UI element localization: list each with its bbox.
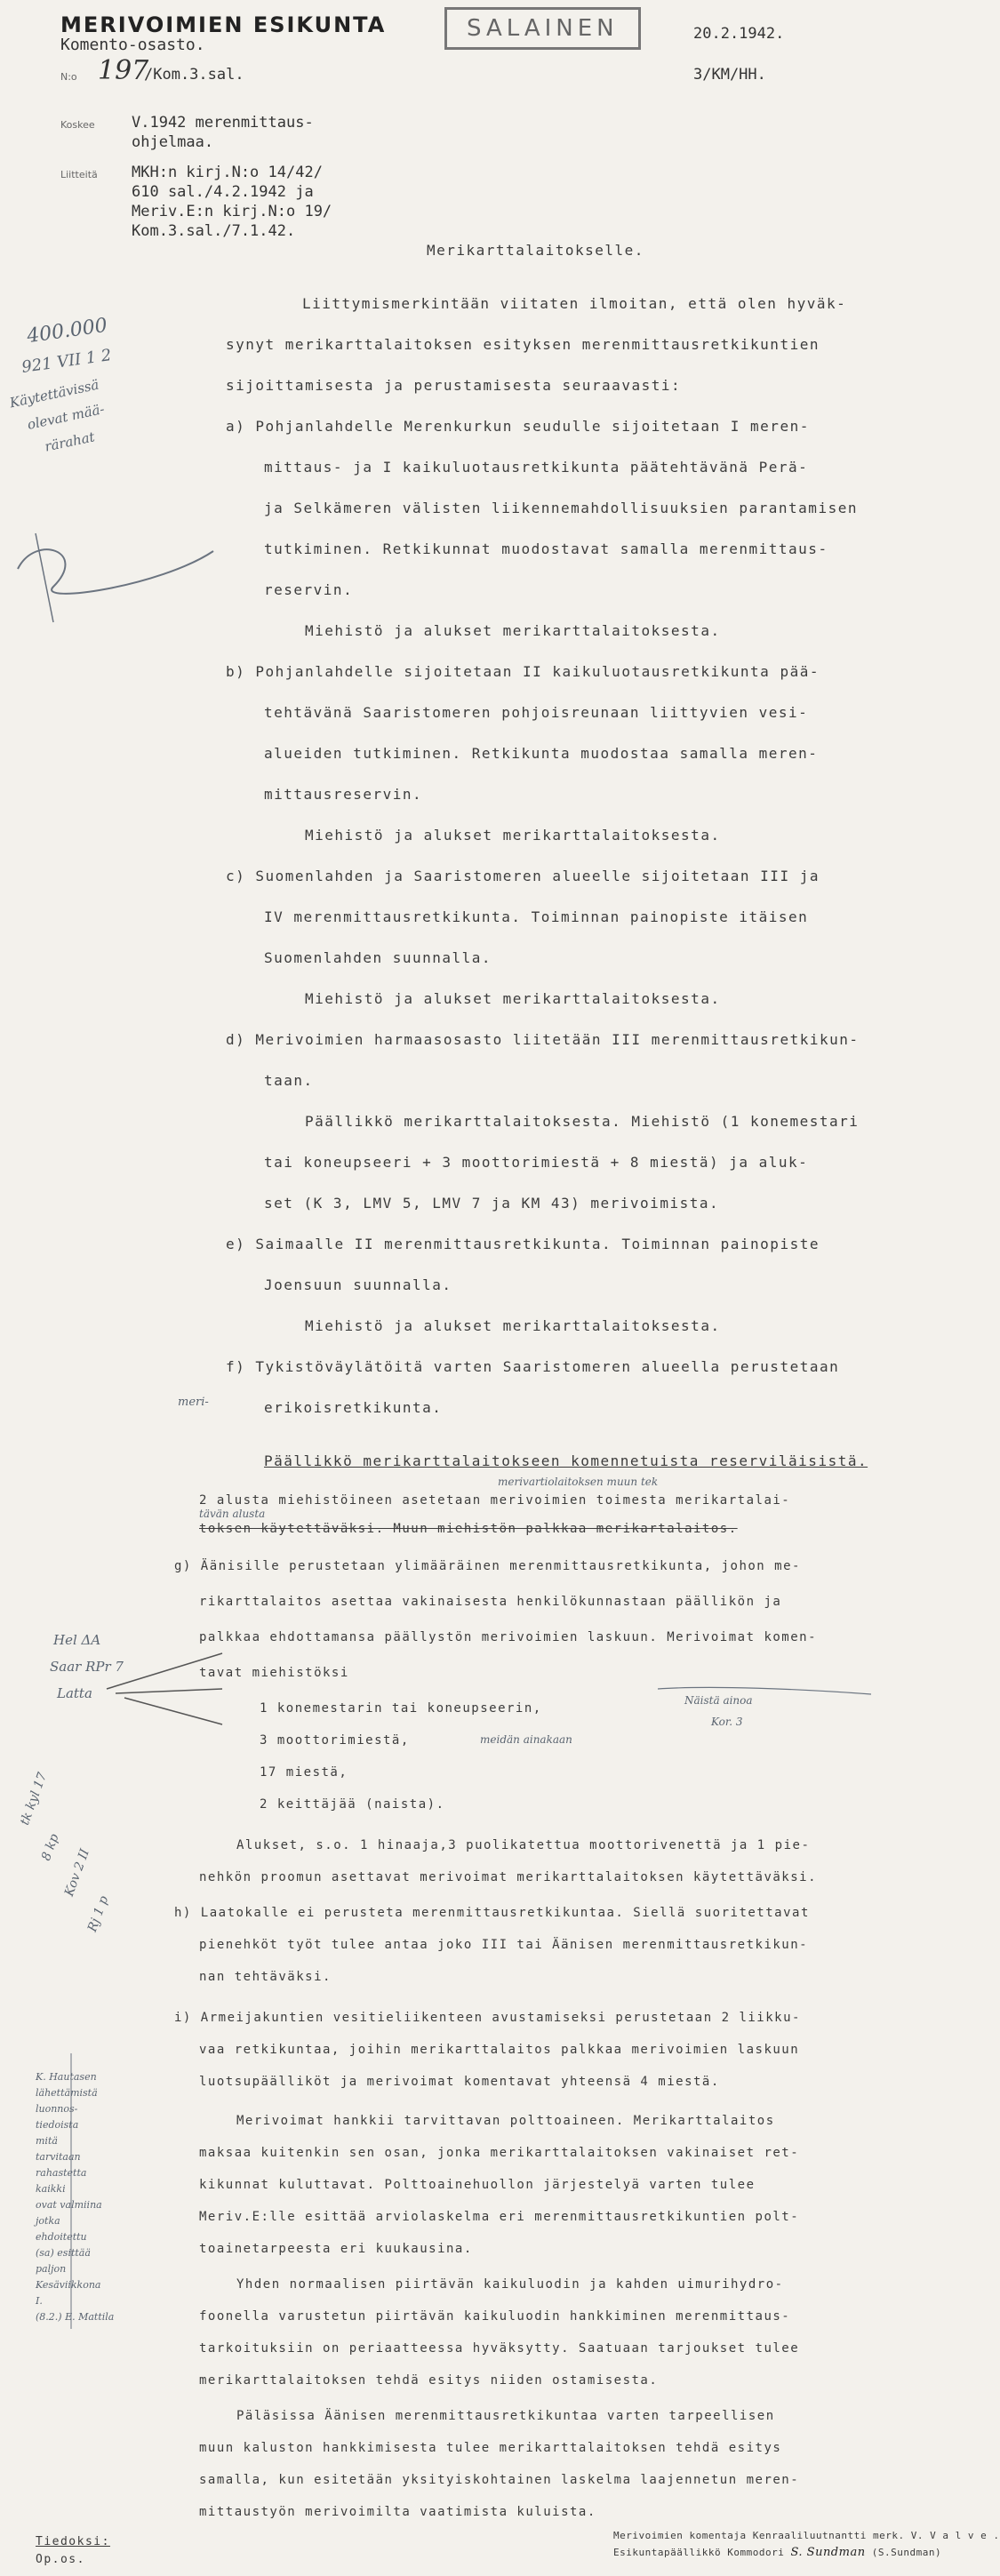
handwritten-note: lähettämistä <box>36 2087 98 2099</box>
chief-name: (S.Sundman) <box>871 2547 942 2558</box>
body-line: reservin. <box>264 581 354 598</box>
body-line: tai koneupseeri + 3 moottorimiestä + 8 miestä) ja aluk- <box>264 1154 809 1171</box>
handwritten-note: K. Hautasen <box>36 2071 97 2083</box>
body-line: tarkoituksiin on periaatteessa hyväksytty. Saatuaan tarjoukset tulee <box>199 2341 800 2356</box>
body-line: muun kaluston hankkimisesta tulee merikarttalaitoksen tehdä esitys <box>199 2441 782 2455</box>
body-line: merikarttalaitoksen tehdä esitys niiden ostamisesta. <box>199 2373 659 2388</box>
handwritten-note: Käytettävissä <box>8 376 100 412</box>
body-line: mittausreservin. <box>264 786 423 803</box>
handwritten-note: 921 VII 1 2 <box>20 346 113 377</box>
body-line: e) Saimaalle II merenmittausretkikunta. Toiminnan painopiste <box>226 1236 820 1252</box>
handwritten-note: ovat valmiina <box>36 2199 102 2211</box>
body-line: mittaus- ja I kaikuluotausretkikunta päätehtävänä Perä- <box>264 459 809 476</box>
commander-title-2: Kenraaliluutnantti <box>752 2530 867 2541</box>
body-line: b) Pohjanlahdelle sijoitetaan II kaikuluotausretkikunta pää- <box>226 663 820 680</box>
body-line-struck: toksen käytettäväksi. Muun miehistön palkkaa merikartalaitos. <box>199 1522 738 1536</box>
body-line: Alukset, s.o. 1 hinaaja,3 puolikatettua moottorivenettä ja 1 pie- <box>236 1838 811 1852</box>
handwritten-note: olevat mää- <box>26 401 107 433</box>
chief-title-2: Kommodori <box>727 2547 785 2558</box>
handwritten-amount: 400.000 <box>25 314 109 348</box>
handwritten-note: rärahat <box>43 428 97 455</box>
handwritten-note: rahastetta <box>36 2167 87 2179</box>
handwritten-crew-note: meidän ainakaan <box>480 1733 572 1746</box>
handwritten-note: ehdoitettu <box>36 2231 87 2243</box>
distribution-label: Tiedoksi: <box>36 2535 110 2548</box>
body-line: Miehistö ja alukset merikarttalaitoksesta. <box>305 990 721 1007</box>
attachment-line-4: Kom.3.sal./7.1.42. <box>132 222 296 240</box>
handwritten-note: Kesäviikkona <box>36 2279 101 2291</box>
body-line: i) Armeijakuntien vesitieliikenteen avustamiseksi perustetaan 2 liikku- <box>174 2011 801 2025</box>
body-line: a) Pohjanlahdelle Merenkurkun seudulle sijoitetaan I meren- <box>226 418 810 435</box>
body-line: palkkaa ehdottamansa päällystön merivoimien laskuun. Merivoimat komen- <box>199 1630 818 1644</box>
subject-line-1: V.1942 merenmittaus- <box>132 114 314 132</box>
attachment-line-3: Meriv.E:n kirj.N:o 19/ <box>132 203 332 220</box>
handwritten-insert: meri- <box>178 1396 209 1409</box>
body-line: Liittymismerkintään viitaten ilmoitan, että olen hyväk- <box>302 295 847 312</box>
body-line: vaa retkikuntaa, joihin merikarttalaitos palkkaa merivoimien laskuun <box>199 2043 800 2057</box>
body-line: maksaa kuitenkin sen osan, jonka merikarttalaitoksen vakinaiset ret- <box>199 2146 800 2160</box>
handwritten-note: 8 kp <box>39 1832 62 1863</box>
body-line: erikoisretkikunta. <box>264 1399 443 1416</box>
number-suffix: /Kom.3.sal. <box>144 66 244 84</box>
body-line: g) Äänisille perustetaan ylimääräinen merenmittausretkikunta, johon me- <box>174 1559 801 1573</box>
body-line: foonella varustetun piirtävän kaikuluodin hankkiminen merenmittaus- <box>199 2309 791 2324</box>
body-line: Meriv.E:lle esittää arviolaskelma eri merenmittausretkikuntien polt- <box>199 2210 800 2224</box>
crew-item: 3 moottorimiestä, <box>260 1733 410 1748</box>
handwritten-note: (sa) esittää <box>36 2247 91 2259</box>
body-line: alueiden tutkiminen. Retkikunta muodostaa samalla meren- <box>264 745 819 762</box>
subject-label: Koskee <box>60 119 95 131</box>
attachment-line-1: MKH:n kirj.N:o 14/42/ <box>132 164 323 181</box>
body-line: pienehköt työt tulee antaa joko III tai Äänisen merenmittausretkikun- <box>199 1938 809 1952</box>
handwritten-note: (8.2.) E. Mattila <box>36 2311 115 2323</box>
handwritten-note: kaikki <box>36 2183 66 2195</box>
chief-title-1: Esikuntapäällikkö <box>613 2547 722 2558</box>
handwritten-insert: merivartiolaitoksen muun tek <box>498 1476 659 1488</box>
body-line: set (K 3, LMV 5, LMV 7 ja KM 43) merivoimista. <box>264 1195 720 1212</box>
body-line: mittaustyön merivoimilta vaatimista kuluista. <box>199 2505 596 2519</box>
handwritten-number: 197 <box>98 55 149 86</box>
subject-line-2: ohjelmaa. <box>132 133 214 151</box>
body-line: samalla, kun esitetään yksityiskohtainen laskelma laajennetun meren- <box>199 2473 800 2487</box>
handwritten-note: Kov 2 II <box>62 1847 92 1899</box>
body-line: Merivoimat hankkii tarvittavan polttoaineen. Merikarttalaitos <box>236 2114 775 2128</box>
handwritten-note: I. <box>36 2295 43 2307</box>
body-line: rikarttalaitos asettaa vakinaisesta henkilökunnastaan päällikön ja <box>199 1595 782 1609</box>
body-line: luotsupäälliköt ja merivoimat komentavat yhteensä 4 miestä. <box>199 2075 720 2089</box>
body-line: Miehistö ja alukset merikarttalaitoksesta. <box>305 622 721 639</box>
handwritten-note: Hel ΔA <box>53 1632 101 1648</box>
attachment-line-2: 610 sal./4.2.1942 ja <box>132 183 314 201</box>
crew-item: 2 keittäjää (naista). <box>260 1797 445 1812</box>
addressee: Merikarttalaitokselle. <box>427 242 644 259</box>
classification-stamp: SALAINEN <box>444 7 641 50</box>
body-line: tavat miehistöksi <box>199 1666 349 1680</box>
body-line: f) Tykistöväylätöitä varten Saaristomeren alueella perustetaan <box>226 1358 840 1375</box>
body-line: kikunnat kuluttavat. Polttoainehuollon järjestelyä varten tulee <box>199 2178 756 2192</box>
body-line-struck: 2 alusta miehistöineen asetetaan merivoimien toimesta merikartalai- <box>199 1493 791 1508</box>
body-line: Joensuun suunnalla. <box>264 1276 452 1293</box>
distribution-recipient: Op.os. <box>36 2553 85 2566</box>
handwritten-insert: tävän alusta <box>199 1508 266 1520</box>
attachments-label: Liitteitä <box>60 169 98 180</box>
body-line: tutkiminen. Retkikunnat muodostavat samalla merenmittaus- <box>264 540 828 557</box>
crew-item: 17 miestä, <box>260 1765 348 1780</box>
body-line: ja Selkämeren välisten liikennemahdollisuuksien parantamisen <box>264 500 858 516</box>
chief-signature: S. Sundman <box>790 2546 866 2559</box>
body-line: taan. <box>264 1072 314 1089</box>
body-line: Päällikkö merikarttalaitokseen komennetuista reserviläisistä. <box>264 1452 868 1469</box>
body-line: toainetarpeesta eri kuukausina. <box>199 2242 473 2256</box>
body-line: h) Laatokalle ei perusteta merenmittausretkikuntaa. Siellä suoritettavat <box>174 1906 810 1920</box>
body-line: Miehistö ja alukset merikarttalaitoksesta. <box>305 1317 721 1334</box>
handwritten-note: mitä <box>36 2135 58 2147</box>
body-line: tehtävänä Saaristomeren pohjoisreunaan liittyvien vesi- <box>264 704 809 721</box>
department: Komento-osasto. <box>60 36 205 54</box>
handwritten-note: Saar RPr 7 <box>50 1659 124 1675</box>
body-line: sijoittamisesta ja perustamisesta seuraavasti: <box>226 377 682 394</box>
body-line: c) Suomenlahden ja Saaristomeren alueelle sijoitetaan III ja <box>226 868 820 884</box>
handwritten-note: jotka <box>36 2215 60 2227</box>
body-line: synyt merikarttalaitoksen esityksen merenmittausretkikuntien <box>226 336 820 353</box>
body-line: d) Merivoimien harmaasosasto liitetään III merenmittausretkikun- <box>226 1031 860 1048</box>
body-line: Yhden normaalisen piirtävän kaikuluodin ja kahden uimurihydro- <box>236 2277 784 2292</box>
commander-title-1: Merivoimien komentaja <box>613 2530 747 2541</box>
handwritten-note: tiedoista <box>36 2119 79 2131</box>
handwritten-note: luonnos- <box>36 2103 78 2115</box>
body-line: nehkön proomun asettavat merivoimat merikarttalaitoksen käytettäväksi. <box>199 1870 818 1884</box>
handwritten-note: paljon <box>36 2263 67 2275</box>
crew-item: 1 konemestarin tai koneupseerin, <box>260 1701 542 1716</box>
commander-name: merk. V. V a l v e . <box>873 2530 1000 2541</box>
document-date: 20.2.1942. <box>693 25 785 43</box>
body-line: IV merenmittausretkikunta. Toiminnan painopiste itäisen <box>264 908 809 925</box>
body-line: Päällikkö merikarttalaitoksesta. Miehistö (1 konemestari <box>305 1113 860 1130</box>
handwritten-note: Rj 1 p <box>85 1893 112 1934</box>
reference-code: 3/KM/HH. <box>693 66 766 84</box>
body-line: Miehistö ja alukset merikarttalaitoksesta. <box>305 827 721 844</box>
number-label: N:o <box>60 71 77 83</box>
handwritten-crew-note: Kor. 3 <box>711 1716 743 1728</box>
body-line: Suomenlahden suunnalla. <box>264 949 492 966</box>
body-line: Päläsissa Äänisen merenmittausretkikuntaa varten tarpeellisen <box>236 2409 775 2423</box>
handwritten-crew-note: Näistä ainoa <box>684 1694 753 1707</box>
handwritten-note: tarvitaan <box>36 2151 81 2163</box>
org-name: MERIVOIMIEN ESIKUNTA <box>60 12 387 37</box>
handwritten-note: tk kyl 17 <box>18 1771 51 1828</box>
handwritten-note: Latta <box>57 1685 92 1701</box>
body-line: nan tehtäväksi. <box>199 1970 332 1984</box>
